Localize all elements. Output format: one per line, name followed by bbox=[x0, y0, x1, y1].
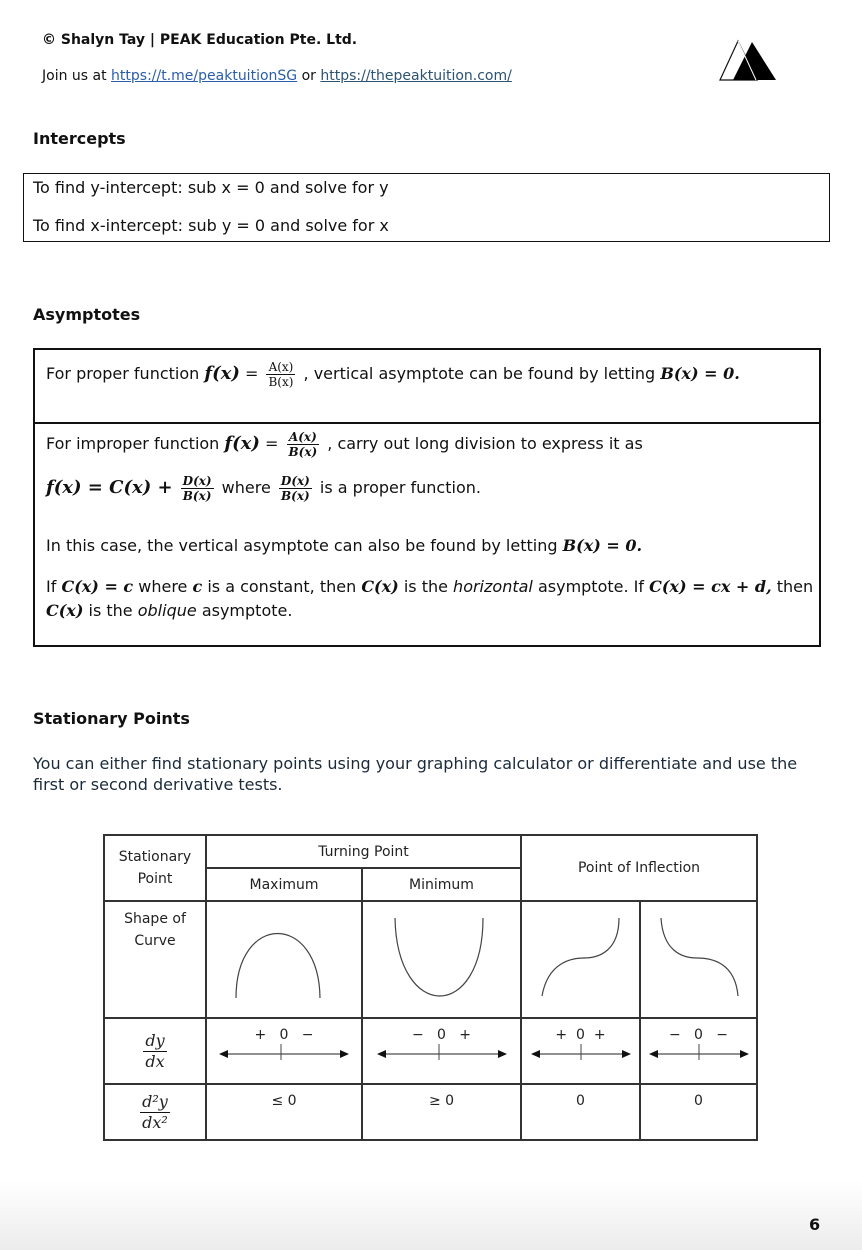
maximum-curve bbox=[206, 901, 362, 1018]
minimum-curve bbox=[362, 901, 521, 1018]
maximum-curve-icon bbox=[207, 902, 361, 1013]
x-intercept-rule: To find x-intercept: sub y = 0 and solve for x bbox=[33, 216, 389, 235]
inflection-down-second-derivative: 0 bbox=[640, 1084, 757, 1140]
horizontal-oblique-note: If C(x) = c where c is a constant, then C(x) is the horizontal asymptote. If C(x) = cx + d, then C(x) is the oblique asymptote. bbox=[46, 577, 814, 620]
shape-label: Shape of Curve bbox=[104, 901, 206, 1018]
peak-logo-icon bbox=[718, 38, 780, 84]
proper-function-rule: For proper function f(x) = $\frac{A(x)}{B(x)}$ , vertical asymptote can be found by letting B(x) = 0. bbox=[46, 360, 740, 389]
asymptotes-heading: Asymptotes bbox=[33, 305, 141, 324]
improper-function-rule: For improper function f(x) = $\frac{A(x)}{B(x)}$ , carry out long division to express it as bbox=[46, 430, 643, 459]
long-division-form: f(x) = C(x) + $\frac{D(x)}{B(x)}$ where $\frac{D(x)}{B(x)}$ is a proper function. bbox=[46, 474, 481, 503]
number-line-icon bbox=[649, 1043, 749, 1061]
inflection-header: Point of Inflection bbox=[521, 835, 757, 901]
maximum-header: Maximum bbox=[206, 868, 362, 901]
stationary-heading: Stationary Points bbox=[33, 709, 190, 728]
page-number: 6 bbox=[809, 1215, 821, 1234]
minimum-curve-icon bbox=[363, 902, 520, 1013]
max-sign-diagram: + 0 − bbox=[206, 1018, 362, 1084]
stationary-points-table bbox=[103, 834, 758, 1141]
corner-header: Stationary Point bbox=[104, 835, 206, 901]
join-line bbox=[42, 68, 512, 84]
join-or: or bbox=[301, 68, 316, 84]
website-link[interactable]: https://thepeaktuition.com/ bbox=[320, 68, 512, 84]
proper-function-box bbox=[33, 348, 821, 424]
inflection-increasing-icon bbox=[522, 902, 639, 1013]
inflection-up-curve bbox=[521, 901, 640, 1018]
telegram-link[interactable]: https://t.me/peaktuitionSG bbox=[111, 68, 298, 84]
max-second-derivative: ≤ 0 bbox=[206, 1084, 362, 1140]
dydx-label: $\frac{dy}{dx}$ bbox=[104, 1018, 206, 1084]
inflection-down-curve bbox=[640, 901, 757, 1018]
d2ydx2-label: $\frac{\text{d²y}}{\text{dx²}}$ bbox=[104, 1084, 206, 1140]
number-line-icon bbox=[377, 1043, 507, 1061]
vertical-asymptote-note: In this case, the vertical asymptote can also be found by letting B(x) = 0. bbox=[46, 536, 643, 555]
turning-point-header: Turning Point bbox=[206, 835, 521, 868]
intercepts-box bbox=[23, 173, 830, 242]
number-line-icon bbox=[219, 1043, 349, 1061]
inflection-up-sign-diagram: + 0 + bbox=[521, 1018, 640, 1084]
join-prefix: Join us at bbox=[42, 68, 107, 84]
inflection-down-sign-diagram: − 0 − bbox=[640, 1018, 757, 1084]
y-intercept-rule: To find y-intercept: sub x = 0 and solve for y bbox=[33, 178, 389, 197]
improper-function-box bbox=[33, 422, 821, 647]
inflection-up-second-derivative: 0 bbox=[521, 1084, 640, 1140]
copyright-text: © Shalyn Tay | PEAK Education Pte. Ltd. bbox=[42, 32, 358, 48]
minimum-header: Minimum bbox=[362, 868, 521, 901]
intercepts-heading: Intercepts bbox=[33, 129, 126, 148]
number-line-icon bbox=[531, 1043, 631, 1061]
inflection-decreasing-icon bbox=[641, 902, 756, 1013]
min-second-derivative: ≥ 0 bbox=[362, 1084, 521, 1140]
min-sign-diagram: − 0 + bbox=[362, 1018, 521, 1084]
stationary-intro: You can either find stationary points using your graphing calculator or differentiate and use the first or second derivative tests. bbox=[33, 754, 798, 794]
fraction-a-over-b: $\frac{A(x)}{B(x)}$ bbox=[268, 360, 294, 389]
